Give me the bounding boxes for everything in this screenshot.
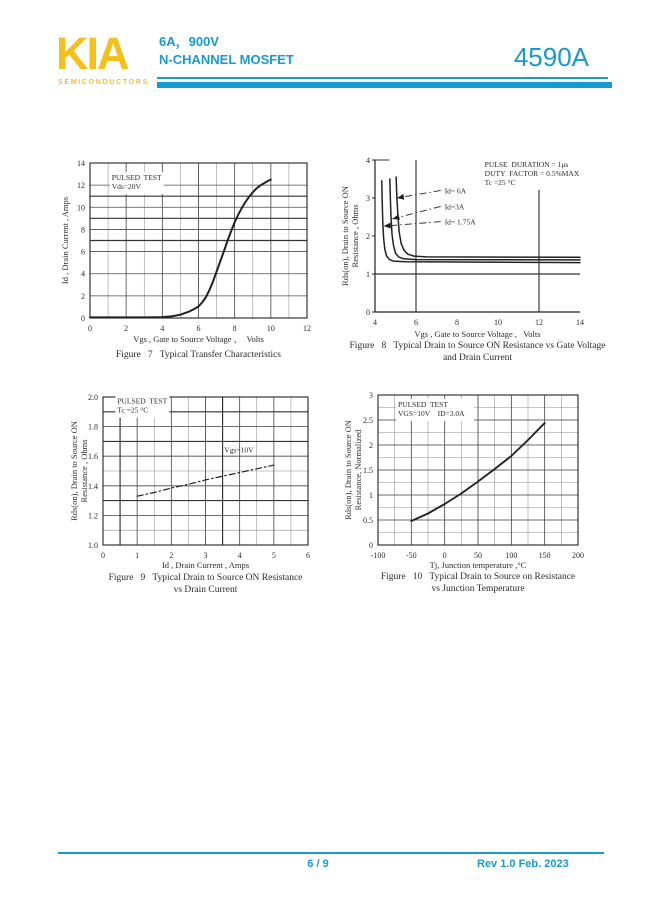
- svg-text:4: 4: [237, 551, 242, 560]
- svg-text:4: 4: [366, 156, 370, 165]
- svg-text:Rds(on), Drain to Source ON: Rds(on), Drain to Source ON: [69, 421, 79, 521]
- svg-text:4: 4: [160, 324, 165, 333]
- header-rule-thick: [157, 82, 612, 88]
- svg-text:0: 0: [369, 541, 373, 550]
- svg-text:Figure 9 Typical Drain to: Figure 9 Typical Drain to Source ON Resistance: [108, 573, 303, 583]
- svg-text:3: 3: [369, 391, 373, 400]
- svg-text:Vgs , Gate to Source Voltage ,: Vgs , Gate to Source Voltage , Volts: [414, 329, 541, 339]
- svg-text:50: 50: [474, 551, 482, 560]
- svg-text:DUTY FACTOR = 0.5%MAX: DUTY FACTOR = 0.5%MAX: [484, 168, 580, 178]
- svg-text:2: 2: [369, 441, 373, 450]
- svg-text:0: 0: [101, 551, 105, 560]
- figure-7-typical-transfer-characteristics-chart: [58, 148, 343, 380]
- svg-text:Vgs , Gate to Source Voltage ，: Vgs , Gate to Source Voltage ， Volts: [133, 334, 264, 344]
- svg-text:vs Junction Temperature: vs Junction Temperature: [431, 584, 525, 594]
- svg-text:-50: -50: [405, 551, 417, 560]
- svg-text:1.5: 1.5: [363, 466, 373, 475]
- kia-logo: KIA: [56, 28, 128, 79]
- svg-text:Vgs=10V: Vgs=10V: [224, 445, 254, 455]
- svg-text:6: 6: [196, 324, 201, 333]
- figure-9-rdson-vs-drain-current-chart: [69, 388, 357, 610]
- svg-text:3: 3: [203, 551, 208, 560]
- svg-text:0: 0: [442, 551, 447, 560]
- part-type: N-CHANNEL MOSFET: [159, 52, 294, 67]
- svg-text:Id=3A: Id=3A: [444, 202, 465, 212]
- svg-text:6: 6: [414, 318, 418, 327]
- svg-text:2: 2: [169, 551, 174, 560]
- svg-text:Id , Drain Current , Amps: Id , Drain Current , Amps: [60, 196, 70, 285]
- header-rule-thin: [157, 77, 608, 79]
- svg-text:14: 14: [576, 318, 584, 327]
- svg-text:2: 2: [124, 324, 129, 333]
- svg-text:Tj, Junction temperature ,°C: Tj, Junction temperature ,°C: [429, 560, 527, 570]
- svg-text:Tc =25 °C: Tc =25 °C: [117, 405, 149, 415]
- svg-text:1.8: 1.8: [88, 422, 98, 432]
- svg-text:Figure 8 Typical Drain to: Figure 8 Typical Drain to Source ON Resistance vs Gate Voltage: [349, 341, 606, 351]
- svg-text:10: 10: [494, 318, 502, 327]
- svg-text:vs Drain Current: vs Drain Current: [173, 585, 238, 595]
- svg-text:0: 0: [81, 314, 85, 323]
- svg-text:Resistance, Normalized: Resistance, Normalized: [353, 429, 363, 511]
- svg-text:150: 150: [538, 551, 551, 560]
- svg-text:Rds(on), Drain to Source ON: Rds(on), Drain to Source ON: [343, 420, 353, 520]
- svg-text:Rds(on), Drain to Source ON: Rds(on), Drain to Source ON: [340, 186, 350, 286]
- svg-text:1: 1: [366, 270, 370, 279]
- svg-text:10: 10: [77, 203, 85, 213]
- svg-text:6: 6: [81, 247, 85, 257]
- svg-text:200: 200: [572, 551, 584, 560]
- svg-text:Resistance , Ohms: Resistance , Ohms: [350, 204, 360, 268]
- svg-text:6: 6: [306, 551, 310, 560]
- svg-text:1: 1: [369, 491, 373, 500]
- svg-text:0: 0: [366, 308, 370, 317]
- svg-text:Id= 6A: Id= 6A: [444, 186, 467, 196]
- svg-text:Id= 1.75A: Id= 1.75A: [444, 217, 476, 227]
- svg-text:1.0: 1.0: [88, 541, 98, 550]
- svg-text:2.0: 2.0: [88, 393, 98, 402]
- footer-rule: [58, 852, 604, 854]
- logo-subtext: SEMICONDUCTORS: [58, 79, 149, 86]
- svg-text:10: 10: [266, 324, 275, 333]
- svg-text:1.4: 1.4: [88, 481, 98, 491]
- svg-text:12: 12: [535, 318, 543, 327]
- svg-text:1.6: 1.6: [88, 452, 98, 462]
- svg-text:PULSED TEST: PULSED TEST: [111, 173, 162, 183]
- svg-text:8: 8: [232, 324, 237, 333]
- svg-text:0: 0: [88, 324, 92, 333]
- page-number: 6 / 9: [307, 858, 329, 870]
- svg-text:1: 1: [135, 551, 140, 560]
- part-subtitle: [159, 33, 294, 69]
- svg-text:Resistance , Ohms: Resistance , Ohms: [79, 439, 89, 503]
- part-rating: 6A，900V: [159, 34, 219, 49]
- svg-text:Id , Drain Current , Amps: Id , Drain Current , Amps: [161, 560, 250, 570]
- revision-label: Rev 1.0 Feb. 2023: [477, 858, 569, 870]
- svg-text:PULSE DURATION = 1μs: PULSE DURATION = 1μs: [484, 159, 569, 169]
- svg-text:12: 12: [303, 324, 311, 333]
- svg-text:Vds=20V: Vds=20V: [111, 182, 141, 192]
- svg-text:3: 3: [366, 194, 370, 203]
- svg-text:4: 4: [373, 318, 377, 327]
- svg-text:5: 5: [271, 551, 276, 560]
- svg-text:2: 2: [366, 232, 370, 241]
- svg-text:Figure 10 Typical Drain to: Figure 10 Typical Drain to Source on Resistance: [380, 572, 576, 582]
- svg-text:0.5: 0.5: [363, 516, 373, 525]
- svg-text:14: 14: [77, 159, 85, 168]
- svg-text:12: 12: [77, 181, 85, 191]
- svg-text:Figure 7 Typical Transfer: Figure 7 Typical Transfer Characteristics: [115, 350, 282, 360]
- svg-text:Tc =25 °C: Tc =25 °C: [484, 177, 516, 187]
- svg-text:and Drain Current: and Drain Current: [442, 353, 513, 363]
- svg-text:PULSED TEST: PULSED TEST: [398, 400, 448, 409]
- svg-text:1.2: 1.2: [88, 511, 98, 521]
- svg-text:100: 100: [505, 551, 518, 560]
- svg-text:8: 8: [455, 318, 459, 327]
- svg-text:-100: -100: [370, 551, 386, 560]
- svg-text:2: 2: [81, 291, 85, 301]
- figure-10-rdson-vs-junction-temperature-chart: [342, 388, 647, 610]
- svg-text:VGS=10V ID=3.0A: VGS=10V ID=3.0A: [398, 409, 465, 418]
- svg-text:8: 8: [81, 225, 85, 235]
- figure-8-rdson-vs-gate-voltage-chart: [340, 148, 645, 380]
- part-number: 4590A: [513, 42, 589, 72]
- svg-text:PULSED TEST: PULSED TEST: [117, 396, 168, 406]
- svg-text:2.5: 2.5: [363, 416, 373, 425]
- svg-text:4: 4: [81, 269, 85, 279]
